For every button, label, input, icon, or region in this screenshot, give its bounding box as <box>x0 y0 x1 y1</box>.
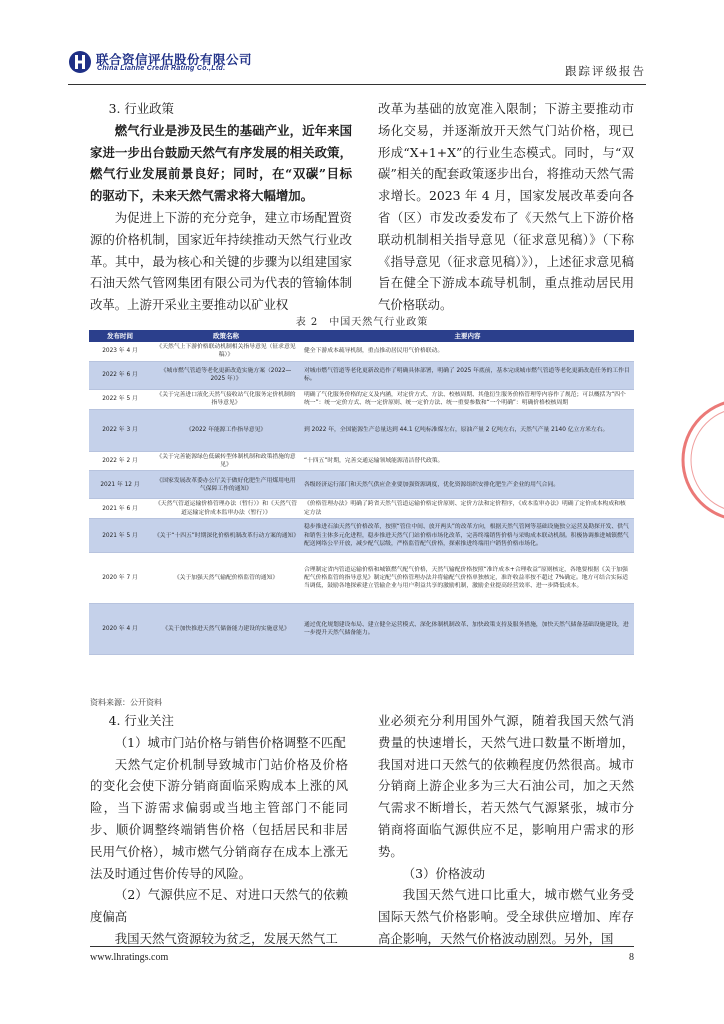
paragraph: （3）价格波动 <box>402 865 486 881</box>
table-cell-date: 2021 年 6 月 <box>89 499 151 519</box>
paragraph: 改革为基础的放宽准入限制；下游主要推动市场化交易，并逐渐放开天然气门站价格，现已形成“X+1+X”的行业生态模式。同时，与“双碳”相关的配套政策逐步出台，将推动天然气需求增长。2023 年 4 月，国家发展改革委向各省（区）市发改委发布了《天然气上下游价格联动机制相关指导意见（征求意见稿）》（下称《指导意见（征求意见稿）》），上述征求意见稿旨在健全下游成本疏导机制，重点推动居民用气价格联动。 <box>378 101 634 313</box>
table-row <box>89 409 634 451</box>
table-cell-date: 2022 年 3 月 <box>89 409 151 451</box>
table-cell-name: 《天然气管道运输价格管理办法（暂行）》和《天然气管道运输定价成本监审办法（暂行）》 <box>151 499 301 519</box>
table-cell-name: 《关于完善能源绿色低碳转型体制机制和政策措施的意见》 <box>151 451 301 471</box>
company-seal-stamp <box>668 385 724 535</box>
text-column-top-right <box>378 98 634 316</box>
table-cell-content: 各级经济运行部门和天然气供应企业要加强资源调度，优化资源组织安排化肥生产企业的用气合同。 <box>301 471 634 499</box>
report-type: 跟踪评级报告 <box>565 64 646 78</box>
table-cell-name: 《2022 年能源工作指导意见》 <box>151 409 301 451</box>
table-row <box>89 553 634 604</box>
table-header-content: 主要内容 <box>301 330 634 342</box>
table-row <box>89 604 634 655</box>
table-cell-content: 到 2022 年，全国能源生产总量达到 44.1 亿吨标准煤左右，原油产量 2 亿吨左右，天然气产量 2140 亿立方米左右。 <box>301 409 634 451</box>
table-row <box>89 499 634 519</box>
table-header-name: 政策名称 <box>151 330 301 342</box>
table-cell-date: 2020 年 4 月 <box>89 604 151 655</box>
table-source: 资料来源：公开资料 <box>90 698 162 707</box>
table-row <box>89 389 634 409</box>
table-cell-name: 《城市燃气管道等老化更新改造实施方案（2022—2025 年）》 <box>151 361 301 389</box>
company-name-en: China Lianhe Credit Rating Co.,Ltd. <box>97 65 226 72</box>
footer-url[interactable]: www.lhratings.com <box>90 952 169 963</box>
table-cell-date: 2022 年 2 月 <box>89 451 151 471</box>
table-cell-date: 2023 年 4 月 <box>89 342 151 361</box>
table-row <box>89 451 634 471</box>
table-header-row <box>89 330 634 342</box>
policy-table <box>89 330 634 696</box>
company-name-cn: 联合资信评估股份有限公司 <box>96 52 253 67</box>
section-heading: 3. 行业政策 <box>108 101 174 116</box>
page-header <box>68 48 646 85</box>
table-cell-date: 2020 年 7 月 <box>89 553 151 604</box>
paragraph: 燃气行业是涉及民生的基础产业，近年来国家进一步出台鼓励天然气有序发展的相关政策，燃气行业发展前景良好；同时，在“双碳”目标的驱动下，未来天然气需求将大幅增加。 <box>90 122 352 204</box>
text-column-bottom-left <box>90 710 348 950</box>
table-cell-content: 健全下游成本疏导机制，重点推动居民用气价格联动。 <box>301 342 634 361</box>
page-number: 8 <box>629 952 634 963</box>
page-footer <box>90 946 634 963</box>
table-row <box>89 342 634 361</box>
table-cell-name: 《关于加强天然气输配价格监管的通知》 <box>151 553 301 604</box>
paragraph: 业必须充分利用国外气源，随着我国天然气消费量的快速增长，天然气进口数量不断增加，我国对进口天然气的依赖程度仍然很高。城市分销商上游企业多为三大石油公司，加之天然气需求不断增长，若天然气气源紧张，城市分销商将面临气源供应不足，影响用户需求的形势。 <box>378 713 634 859</box>
paragraph: （2）气源供应不足、对进口天然气的依赖度偏高 <box>90 887 348 925</box>
table-cell-date: 2021 年 5 月 <box>89 519 151 553</box>
paragraph: （1）城市门站价格与销售价格调整不匹配 <box>114 734 346 750</box>
company-logo-icon <box>68 50 92 74</box>
table-cell-date: 2021 年 12 月 <box>89 471 151 499</box>
table-caption: 表 2 中国天然气行业政策 <box>295 317 429 328</box>
text-column-bottom-right <box>378 710 634 950</box>
table-row <box>89 519 634 553</box>
table-cell-name: 《关于加快推进天然气储备能力建设的实施意见》 <box>151 604 301 655</box>
table-cell-content: 《价格管理办法》明确了跨省天然气管道运输价格定价原则、定价方法和定价程序，《成本监审办法》明确了定价成本构成和核定方法 <box>301 499 634 519</box>
paragraph: 为促进上下游的充分竞争，建立市场配置资源的价格机制，国家近年持续推动天然气行业改革。其中，最为核心和关键的步骤为以组建国家石油天然气管网集团有限公司为代表的管输体制改革。上游开采业主要推动以矿业权 <box>90 209 352 313</box>
table-cell-content: 通过优化规划建设布局、建立健全运营模式、深化体制机制改革、加快政策支持及服务措施，加快天然气储备基础设施建设，进一步提升天然气储备能力。 <box>301 604 634 655</box>
table-cell-name: 《天然气上下游价格联动机制相关指导意见（征求意见稿）》 <box>151 342 301 361</box>
text-column-top-left <box>90 98 352 316</box>
table-cell-name: 《关于“十四五”时期深化价格机制改革行动方案的通知》 <box>151 519 301 553</box>
table-cell-date: 2022 年 6 月 <box>89 361 151 389</box>
table-header-date: 发布时间 <box>89 330 151 342</box>
paragraph: 我国天然气资源较为贫乏，发展天然气工 <box>114 930 338 946</box>
table-cell-name: 《国家发展改革委办公厅关于做好化肥生产用煤用电用气保障工作的通知》 <box>151 471 301 499</box>
section-heading: 4. 行业关注 <box>108 713 174 728</box>
table-cell-content: “十四五”时期，完善交通运输领域能源清洁替代政策。 <box>301 451 634 471</box>
table-cell-date: 2022 年 5 月 <box>89 389 151 409</box>
table-cell-content: 合理制定省内管道运输价格和城镇燃气配气价格，天然气输配价格按照“准许成本+合理收益”原则核定，各地要根据《关于加强配气价格监管的指导意见》制定配气价格管理办法并将输配气价格单独核定，准许收益率按不超过 7%确定。地方可结合实际适当调低，鼓励各地探索建立管输企业与用户利益共享的激励机制，激励企业提高经营效率、进一步降低成本。 <box>301 553 634 604</box>
paragraph: 我国天然气进口比重大，城市燃气业务受国际天然气价格影响。受全球供应增加、库存高企影响，天然气价格波动剧烈。另外，国 <box>378 887 634 946</box>
table-cell-content: 对城市燃气管道等老化更新改造作了明确具体部署，明确了 2025 年底前，基本完成城市燃气管道等老化更新改造任务的工作目标。 <box>301 361 634 389</box>
table-cell-content: 明确了气化服务价格的定义及内涵，对定价方式、方法、校核周期、其他衍生服务价格管理等内容作了规范；可以概括为“四个统一”：统一定价方式、统一定价原则、统一定价方法、统一重要参数和“一个明确”：明确价格校核周期 <box>301 389 634 409</box>
table-cell-name: 《关于完善进口液化天然气接收站气化服务定价机制的指导意见》 <box>151 389 301 409</box>
table-cell-content: 稳步推进石油天然气价格改革，按照“管住中间、放开两头”的改革方向，根据天然气管网等基础设施独立运营及勘探开发、供气和销售主体多元化进程，稳步推进天然气门站价格市场化改革，完善终端销售价格与采购成本联动机制。积极协调推进城镇燃气配送网络公平开放，减少配气层级，严格监管配气价格，探索推进终端用户销售价格市场化。 <box>301 519 634 553</box>
table-row <box>89 361 634 389</box>
paragraph: 天然气定价机制导致城市门站价格及价格的变化会使下游分销商面临采购成本上涨的风险，当下游需求偏弱或当地主管部门不能同步、顺价调整终端销售价格（包括居民和非居民用气价格），城市燃气分销商存在成本上涨无法及时通过售价传导的风险。 <box>90 756 348 881</box>
table-row <box>89 471 634 499</box>
